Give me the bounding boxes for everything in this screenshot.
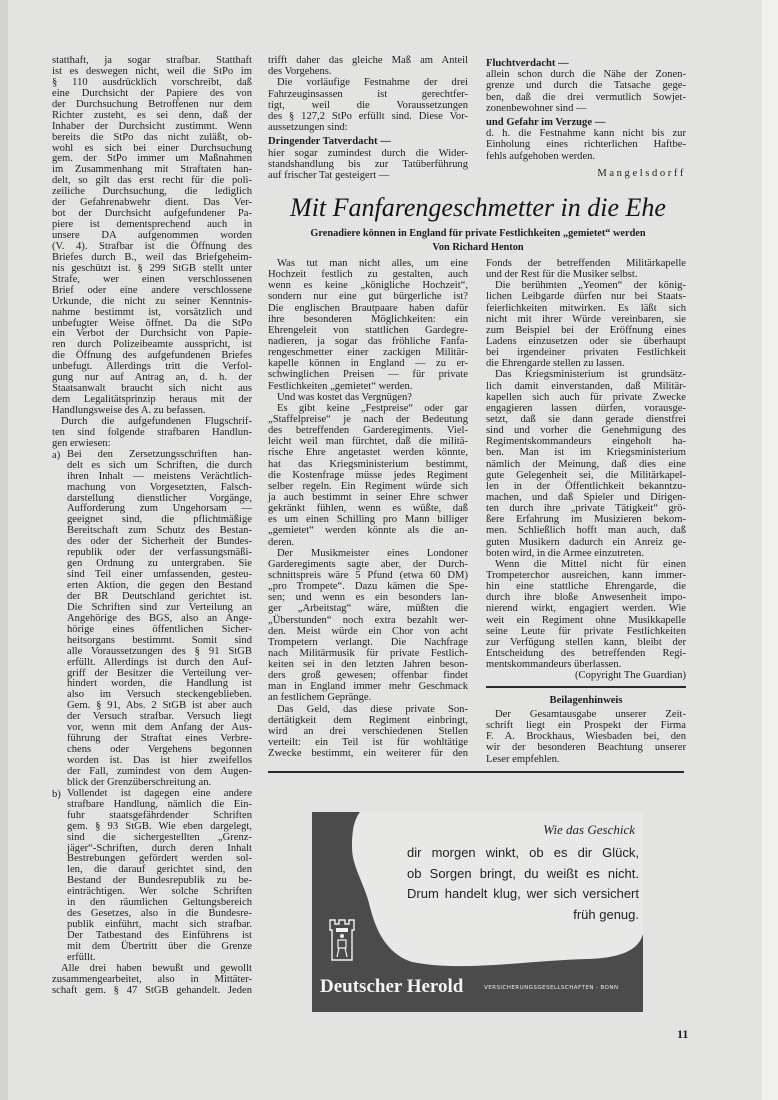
brand-logo-text: Deutscher Herold [320,976,464,997]
text-line: Richter zusteht, es sei denn, daß der [52,109,252,121]
text-line: erten Aktion, die gegen den Bestand [67,580,252,591]
text-line: ten durch ihre „private Tätigkeit“ grö- [486,503,686,515]
legal-text-blocks [486,58,686,162]
ad-verse-line: dir morgen winkt, ob es dir Glück, [407,845,639,860]
column-middle-legal-text [268,55,468,181]
text-line: gen Ordnung zu untergraben. Sie [67,558,252,570]
text-line: deren. [268,536,295,548]
text-line: der Gefahrenabwehr dient. Das Ver- [52,197,252,209]
ad-verse-line: Drum handelt klug, wer sich versichert [407,886,639,901]
text-line: Wenn die Mittel nicht für einen [495,558,686,570]
paragraph [486,69,686,114]
paragraph [486,559,686,670]
text-line: Urkunde, die nicht zu seiner Kenntnis- [52,295,252,307]
text-line: wenn es keine „königliche Hochzeit“, [268,280,468,292]
page-number: 11 [677,1027,689,1041]
column-left-legal-text [52,56,252,997]
article-subtitle: Grenadiere können in England für private Festlichkeiten „gemietet“ werden [310,228,646,239]
text-line: grenze und durch die Tatsache gege- [486,80,686,92]
text-line: des § 127,2 StPo erfüllt sind. Diese Vor- [268,110,468,122]
text-line: piere ist dementsprechend auch in [52,219,252,231]
list-marker: a) [52,449,61,461]
text-line: F. A. Brockhaus, Wiesbaden bei, den [486,731,686,743]
text-line: dem Legalitätsprinzip heraus mit der [52,394,252,406]
text-line: Leser empfehlen. [486,753,560,765]
ad-verse-line: früh genug. [573,906,639,922]
text-line: alle Voraussetzungen des § 91 StGB [67,645,252,657]
text-line: feierlichkeiten mitwirken. Es läßt sich [486,302,686,314]
tower-logo-icon [328,918,356,962]
text-line: der Versuch strafbar. Versuch liegt [67,711,252,723]
text-line: Gem. § 91, Abs. 2 StGB ist aber auch [67,700,252,712]
paragraph [268,55,468,77]
text-line: delt, so gilt das erst recht für die poli- [52,175,252,187]
text-line: erfüllt. [67,951,96,963]
text-line: wohl es sich bei einer Durchsuchung [52,142,252,154]
text-line: Durch die aufgefundenen Flugschrif- [61,415,252,427]
text-line: Staatsanwalt braucht sich nicht aus [52,383,252,395]
text-line: des oder der Sicherheit der Bundes- [67,536,252,548]
text-line: ben. Man ist im Kriegsministerium [486,447,686,459]
text-line: chens oder Vergehens begonnen [67,744,252,756]
paragraph [268,258,468,392]
text-line: wir der besonderen Beachtung unserer [486,742,686,754]
text-line: heitsorgans bestimmt. Somit sind [67,634,252,646]
text-line: gem. der StPo immer um Maßnahmen [52,153,252,165]
ad-verse [407,843,639,925]
text-line: machung von Vorgesetzten, Falsch- [67,481,252,493]
text-line: geeignet sind, die pflichtmäßige [67,514,252,526]
text-line: sondern nur eine gut bürgerliche ist? [268,291,468,303]
text-line: des Vorgehens. [268,66,332,78]
text-line: Zwecke bestimmt, ein weiterer für den [268,748,468,760]
text-line: hat das Kriegsministerium bestimmt, [268,458,468,470]
text-line: blick der Grenzüberschreitung an. [67,776,212,788]
list-marker: b) [52,788,61,800]
text-line: Trompeterchor ausreichen, kann immer- [486,569,686,581]
text-line: worden ist. Das ist hier zweifellos [67,755,252,766]
article-column-2 [486,258,686,681]
paragraph [486,709,686,765]
text-line: Fahrzeuginsassen ist gerechtfer- [268,88,468,100]
paragraph [486,258,686,280]
text-line: ßere Erfahrung im Musizieren bekom- [486,514,686,526]
text-line: Regimentskommandeurs eingeholt ha- [486,436,686,448]
text-line: Und was kostet das Vergnügen? [277,391,412,403]
text-line: darstellung dienstlicher Vorgänge, [67,492,252,504]
text-line: statthaft, ja sogar strafbar. Statthaft [52,55,252,66]
text-line: auf frischer Tat gesteigert — [268,169,390,181]
section-heading [486,58,686,69]
text-line: ger „Arbeitstag“ wäre, müßten die [268,603,468,615]
text-line: trifft daher das gleiche Maß am Anteil [268,55,468,66]
text-line: mit dem Übertritt über die Grenze [67,940,252,952]
text-line: an festlichem Gepränge. [268,692,372,704]
copyright-note: (Copyright The Guardian) [574,670,686,682]
text-line: hörige eines öffentlichen Sicher- [67,623,252,635]
text-line: engagieren lassen dürfen, vorausge- [486,402,686,414]
text-line: nicht mit ihrer Würde vereinbaren, sie [486,313,686,325]
text-line: und der Rest für die Musiker selbst. [486,269,638,281]
text-line: fehls aufgehoben werden. [486,150,596,162]
text-line: Garderegiments sagte aber, der Durch- [268,558,468,570]
paragraph [268,403,468,548]
text-line: im Zusammenhang mit Straftaten han- [52,164,252,176]
text-line: in den räumlichen Geltungsbereich [67,897,252,909]
text-line: ist es deswegen nicht, weil die StPo im [52,65,252,77]
text-line: nadieren, ja sogar das fröhliche Fanfa- [268,335,468,347]
paragraph [486,128,686,162]
text-line: Trompetern verlangt. Die Nachfrage [268,636,468,648]
list-item [52,789,252,964]
text-line: fuhr staatsgefährdender Schriften [67,809,252,821]
text-line: zonenbewohner sind — [486,102,587,114]
paragraph [268,392,468,403]
text-line: die Kostenfrage müsse jedes Regiment [268,469,468,481]
text-line: dertätigkeit dem Regiment einbringt, [268,714,468,726]
text-line: setzt, daß sie dann gerade dienstfrei [486,413,686,425]
text-line: rische Ehre angetastet werden könnte, [268,447,468,459]
text-line: die Öffnung des aufgefundenen Briefes [52,350,252,362]
scan-edge-right [762,0,778,1100]
text-line: Ehrengeleit von stattlichen Gardegre- [268,324,468,336]
text-line: publik einführt, macht sich strafbar. [67,919,252,931]
text-line: hin eine stattliche Ehrengarde, die [486,581,686,593]
divider-rule-bottom [268,771,684,773]
text-line: bot der Durchsicht aufgefundener Pa- [52,208,252,220]
list-item-text [67,789,252,964]
text-line: Vollendet ist dagegen eine andere [67,787,252,799]
brand-subtitle: VERSICHERUNGSGESELLSCHAFTEN · BONN [484,985,619,991]
text-line: nierend wirkt, engagiert werden. Wie [486,603,686,615]
text-line: hier sogar zumindest durch die Wider- [268,147,468,159]
text-line: men. Schließlich hofft man auch, daß [486,525,686,537]
text-line: „pro Trompete“. Dazu kämen die Spe- [268,581,468,593]
ad-script-line: Wie das Geschick [543,822,635,837]
text-line: griff der Besitzer die Verteilung ver- [67,667,252,679]
list-item [52,450,252,789]
text-line: also im Versuch steckengeblieben. [67,689,252,701]
text-line: man in England immer mehr Geschmack [268,681,468,693]
text-line: gute Gelegenheit sei, die Militärkapel- [486,469,686,481]
text-line: schrift liegt ein Prospekt der Firma [486,720,686,732]
text-line: aussetzungen sind: [268,122,348,134]
text-line: guten Musikern dadurch ein Anreiz ge- [486,536,686,548]
text-line: Bereitschaft zum Schutz des Bestan- [67,525,252,537]
article-headline: Mit Fanfarengeschmetter in die Ehe [290,193,666,222]
text-line: die Ehrengarde stellen zu lassen. [486,358,625,370]
article-text-blocks [486,258,686,670]
text-line: republik oder der verfassungsmäßi- [67,547,252,559]
text-line: machen, und daß Spieler und Dirigen- [486,491,686,503]
scan-edge-left [0,0,8,1100]
section-heading [268,136,468,147]
text-line: Bestrebungen gefördert werden sol- [67,853,252,865]
text-line: vor, wenn mit dem Anfang der Aus- [67,722,252,734]
paragraph [52,56,252,417]
insurance-advertisement [312,812,643,1012]
text-line: Entscheidung des betreffenden Regi- [486,647,686,659]
text-line: schaft gem. § 47 StGB gehandelt. Jeden [52,984,252,996]
text-line: ten sind folgende strafbaren Handlun- [52,426,252,438]
text-line: Es gibt keine „Festpreise“ oder gar [277,402,468,414]
text-line: zur Verfügung stellen kann, bleibt der [486,636,686,648]
text-line: Aufforderung zum Ungehorsam — [67,503,252,515]
text-line: delt es sich um Schriften, die durch [67,459,252,471]
text-line: Die vorläufige Festnahme der drei [277,77,468,89]
text-line: Dringender Tatverdacht — [268,136,391,148]
paragraph [268,548,468,704]
text-line: wird an drei verschiedenen Stellen [268,725,468,737]
text-line: verteilt: ein Teil ist für wohltätige [268,737,468,749]
text-line: kapelle können in England — zu er- [268,358,468,370]
text-line: schwinglichen Preisen — für private [268,369,468,381]
paragraph [486,369,686,558]
text-line: „gemietet“ werden könnte als die an- [268,525,468,537]
text-line: Brief oder eine andere verschlossene [52,284,252,296]
text-line: tigt, weil die Voraussetzungen [268,99,468,111]
notice-body [486,709,686,765]
text-line: nis geschützt ist. § 299 StGB stellt unter [52,262,252,274]
text-line: (V. 4). Strafbar ist die Öffnung des [52,240,252,252]
text-line: Fluchtverdacht — [486,58,569,69]
text-line: Einholung eines richterlichen Haftbe- [486,139,686,151]
supplement-notice [486,695,686,765]
text-line: den. Meist würde ein Chor von acht [268,625,468,637]
text-line: gem. § 93 StGB. Wie eben dargelegt, [67,820,252,832]
text-line: „Staffelpreise“ je nach der Bedeutung [268,413,468,425]
section-heading [486,117,686,128]
text-line: Inhaber der Durchsicht zustimmt. Wenn [52,120,252,132]
text-line: bereits die StPo das nicht zuläßt, ob- [52,131,252,143]
text-line: leicht weil man fürchtet, daß die militä- [268,436,468,448]
paragraph [52,417,252,450]
text-line: und Gefahr im Verzuge — [486,116,606,128]
text-line: len in der Öffentlichkeit bekanntzu- [486,480,686,492]
text-line: bei irgendeiner privaten Festlichkeit [486,347,686,359]
text-line: gekränkt fühlen, wenn es wüßte, daß [268,503,468,515]
text-line: keiten sei in den letzten Jahren beson- [268,659,468,671]
article-column-1 [268,258,468,759]
text-line: sind Teil einer umfassenden, gesteu- [67,569,252,581]
text-line: „Überstunden“ noch extra bezahlt wer- [268,614,468,626]
text-line: unbefugt. Allerdings tritt die Verfol- [52,361,252,373]
text-line: der Fall, zumindest von dem Augen- [67,765,252,777]
text-line: Handlungsweise des A. zu befassen. [52,405,206,416]
text-line: ren durch Polizeibeamte ausspricht, ist [52,339,252,351]
text-line: Der Musikmeister eines Londoner [277,547,468,559]
text-line: Alle drei haben bewußt und gewollt [61,962,252,974]
text-line: sind und vorher die Genehmigung des [486,425,686,437]
text-line: erfüllt. Allerdings ist durch den Auf- [67,656,252,668]
ad-verse-line: ob Sorgen bringt, du weißt es nicht. [407,865,639,881]
paragraph [268,704,468,760]
text-line: Das Kriegsministerium ist grundsätz- [495,369,686,381]
text-line: kapellen sich auch für private Zwecke [486,391,686,403]
text-line: ihre besonderen Möglichkeiten: ein [268,313,468,325]
paragraph [52,964,252,997]
text-line: § 110 ausdrücklich vorschreibt, daß [52,76,252,88]
text-line: einträchtigen. Wer solche Schriften [67,886,252,898]
text-line: hindert worden, die Handlung ist [67,678,252,690]
text-line: d. h. die Festnahme kann nicht bis zur [486,128,686,140]
text-line: eine Durchsicht der Papiere des von [52,87,252,99]
text-line: es um einen Schilling pro Mann billiger [268,514,468,526]
text-line: Fonds der betreffenden Militärkapelle [486,258,686,269]
text-line: Das Geld, das diese private Son- [277,703,468,715]
text-line: allein schon durch die Nähe der Zonen- [486,69,686,81]
text-line: zum Beispiel bei der Eröffnung eines [486,324,686,336]
text-line: mentskommandeurs überlassen. [486,659,622,671]
text-line: Der Gesamtausgabe unserer Zeit- [495,709,686,720]
text-line: seine Leute für private Festlichkeiten [486,625,686,637]
text-line: jäger“-Schriften, durch deren Inhalt [67,842,252,854]
list-item-text [67,450,252,789]
text-line: Angehörige des BGS, also an Ange- [67,612,252,624]
text-line: des betreffenden Garderegiments. Viel- [268,425,468,437]
text-line: Bestand der Bundesrepublik zu be- [67,875,252,887]
text-line: gen erwiesen: [52,437,111,449]
text-line: Briefes durch B., weil das Briefgeheim- [52,251,252,263]
text-line: Ladens einzusetzen oder sie überhaupt [486,335,686,347]
text-line: lichen Leibgarde dürfen nur bei Staats- [486,291,686,303]
text-line: selber regeln. Ein Regiment würde sich [268,480,468,492]
text-line: sind die sichergestellten „Grenz- [67,831,252,843]
text-line: Strafe, wer einen verschlossenen [52,273,252,285]
text-line: Der Tatbestand des Einführens ist [67,930,252,941]
text-line: ihren Inhalt — meistens Verächtlich- [67,470,252,482]
divider-rule [486,686,686,688]
text-line: standshandlung bis zur Tatüberführung [268,158,468,170]
text-line: sen; und wenn es ein besonders lan- [268,592,468,604]
text-line: rengeschmetter einer zackigen Militär- [268,347,468,359]
text-line: ja auch bestimmt in seiner Ehre schwer [268,491,468,503]
text-line: Hochzeit festlich zu gestalten, auch [268,269,468,281]
paragraph [268,77,468,133]
author-signature: Mangelsdorff [597,167,686,179]
text-line: ben, daß die drei vermutlich Sowjet- [486,91,686,103]
text-line: Die berühmten „Yeomen“ der könig- [495,280,686,292]
text-line: zusammengearbeitet, also in Mittäter- [52,973,252,985]
text-line: Was tut man nicht alles, um eine [277,258,468,269]
text-line: strafbare Handlung, nämlich die Ein- [67,798,252,810]
text-line: der BR Deutschland gerichtet ist. [67,590,252,602]
text-line: nahme bestimmt ist, vorsätzlich und [52,306,252,318]
text-line: nämlich der Meinung, daß dies eine [486,458,686,470]
text-line: durch ihre bloße Anwesenheit impo- [486,592,686,604]
text-line: des Gesetzes, also in die Bundesre- [67,908,252,920]
text-line: unbefugter Weise öffnet. Da die StPo [52,317,252,329]
text-line: ders groß gewesen; offenbar findet [268,670,468,682]
text-line: unsere DA aufgenommen worden [52,230,252,241]
article-byline: Von Richard Henton [432,242,524,253]
paragraph [268,148,468,182]
column-right-legal-text [486,55,686,180]
text-line: boten wird, in die Armee einzutreten. [486,547,644,559]
paragraph [486,280,686,369]
text-line: weit ein Regiment ohne Musikkapelle [486,614,686,626]
text-line: ein Verbot der Durchsicht von Papie- [52,328,252,340]
text-line: Festlichkeiten „gemietet“ werden. [268,380,413,392]
text-line: gung nur auf Antrag an, d. h. der [52,372,252,384]
text-line: nach Militärmusik für private Festlich- [268,647,468,659]
text-line: der Durchsuchung Betroffenen nur dem [52,98,252,110]
text-line: lich damit einverstanden, daß Militär- [486,380,686,392]
text-line: len, die darauf gerichtet sind, den [67,864,252,876]
text-line: Die englischen Brautpaare haben dafür [268,302,468,314]
text-line: zeiliche Durchsuchung, die lediglich [52,186,252,198]
text-line: Bei den Zersetzungsschriften han- [67,448,252,460]
text-line: führung der Straftat eines Verbre- [67,733,252,745]
text-line: schnittspreis wäre 5 Pfund (etwa 60 DM) [268,569,468,581]
notice-title: Beilagenhinweis [549,695,623,706]
text-line: Die Schriften sind zur Verteilung an [67,601,252,613]
